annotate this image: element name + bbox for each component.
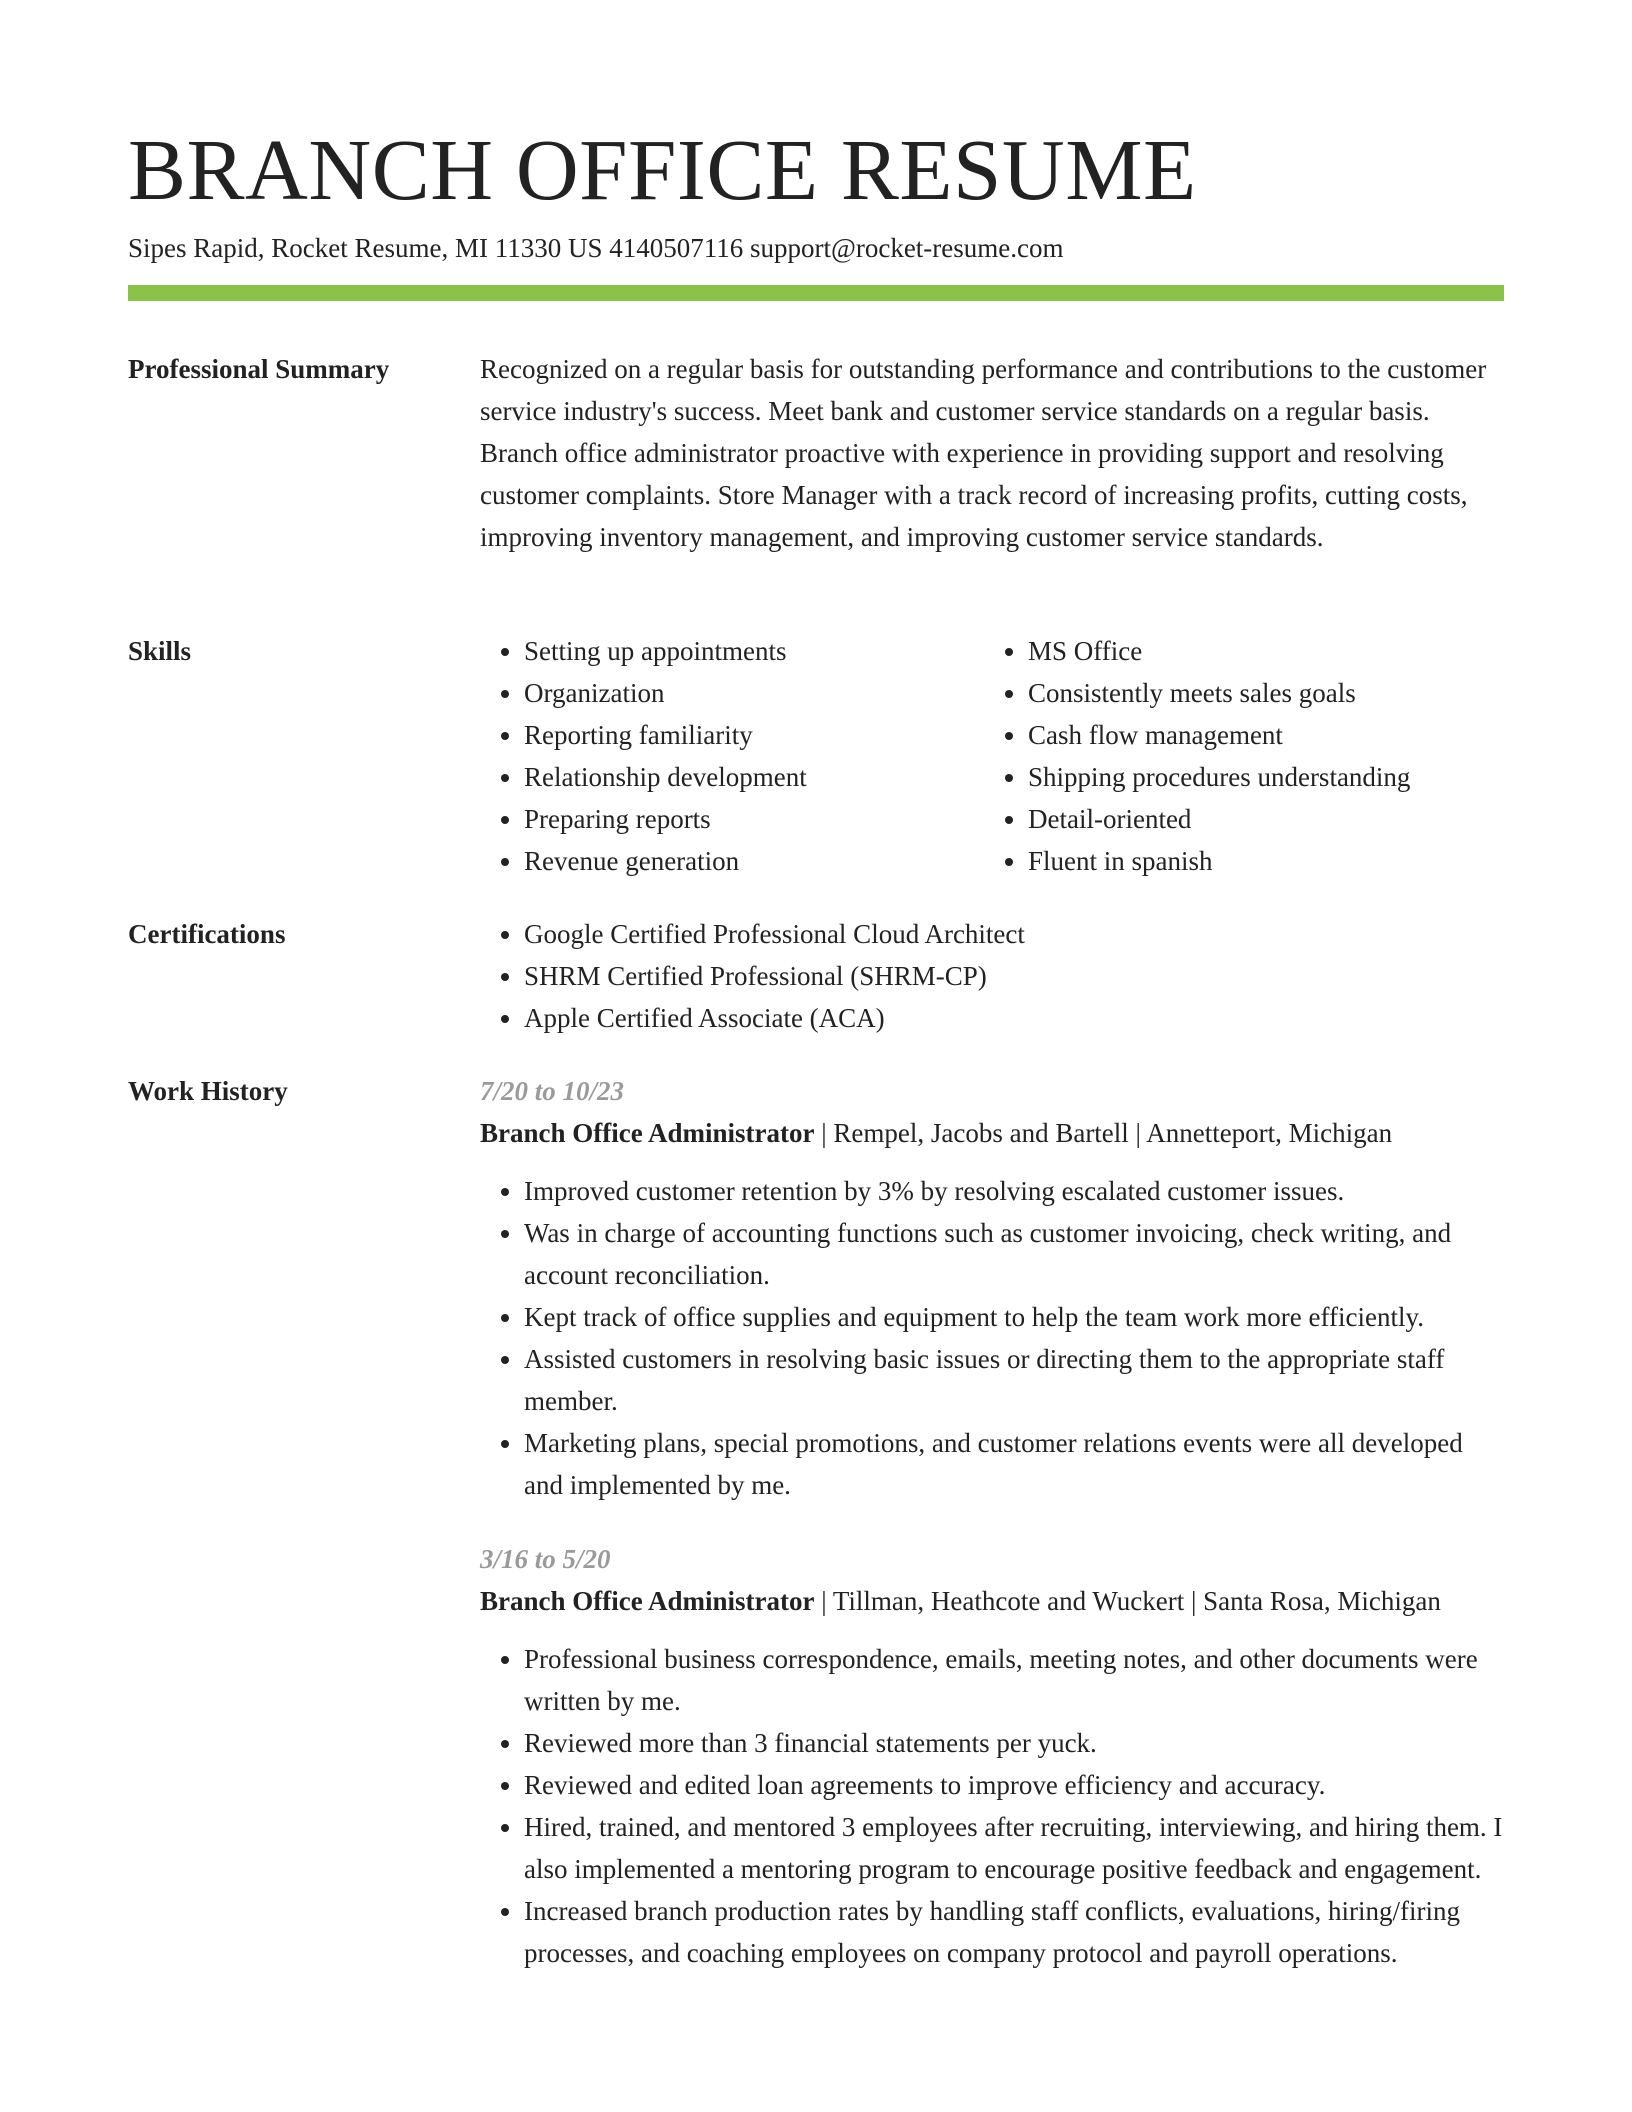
summary-body xyxy=(480,348,1504,558)
skill-item: • MS Office xyxy=(1028,630,1488,672)
job-company-location: | Rempel, Jacobs and Bartell | Annetteport, Michigan xyxy=(814,1118,1393,1148)
job-bullet: • Reviewed and edited loan agreements to improve efficiency and accuracy. xyxy=(524,1764,1504,1806)
summary-text: Recognized on a regular basis for outstanding performance and contributions to the customer service industry's success. Meet bank and customer service standards on a regular basis. Branch office administrator proactive with experience in providing support and resolving customer complaints. Store Manager with a track record of increasing profits, cutting costs, improving inventory management, and improving customer service standards. xyxy=(480,354,1487,552)
job-bullet: • Increased branch production rates by handling staff conflicts, evaluations, hiring/firing processes, and coaching employees on company protocol and payroll operations. xyxy=(524,1890,1504,1974)
job-bullet: • Improved customer retention by 3% by resolving escalated customer issues. xyxy=(524,1170,1504,1212)
job-bullet: • Marketing plans, special promotions, and customer relations events were all developed and implemented by me. xyxy=(524,1422,1504,1506)
job-bullet: • Kept track of office supplies and equipment to help the team work more efficiently. xyxy=(524,1296,1504,1338)
accent-divider xyxy=(128,285,1504,301)
job-bullet: • Assisted customers in resolving basic issues or directing them to the appropriate staff member. xyxy=(524,1338,1504,1422)
skill-item: • Detail-oriented xyxy=(1028,798,1488,840)
job-dates: 7/20 to 10/23 xyxy=(480,1076,625,1106)
skill-item: • Consistently meets sales goals xyxy=(1028,672,1488,714)
skill-item: • Shipping procedures understanding xyxy=(1028,756,1488,798)
skill-item: • Fluent in spanish xyxy=(1028,840,1488,882)
skill-item: • Reporting familiarity xyxy=(524,714,984,756)
skill-item: • Relationship development xyxy=(524,756,984,798)
certifications-body xyxy=(480,913,1504,1039)
skill-item: • Preparing reports xyxy=(524,798,984,840)
certification-item: • SHRM Certified Professional (SHRM-CP) xyxy=(524,955,1504,997)
skills-column-right xyxy=(984,630,1488,882)
contact-line: Sipes Rapid, Rocket Resume, MI 11330 US 4140507116 support@rocket-resume.com xyxy=(128,233,1064,263)
skill-item: • Revenue generation xyxy=(524,840,984,882)
skill-item: • Cash flow management xyxy=(1028,714,1488,756)
job-entry xyxy=(480,1538,1504,1974)
certification-item: • Google Certified Professional Cloud Architect xyxy=(524,913,1504,955)
job-bullet: • Hired, trained, and mentored 3 employees after recruiting, interviewing, and hiring them. I also implemented a mentoring program to encourage positive feedback and engagement. xyxy=(524,1806,1504,1890)
section-title-skills: Skills xyxy=(128,636,192,666)
job-title-line xyxy=(480,1580,1504,1622)
job-title: Branch Office Administrator xyxy=(480,1586,815,1616)
job-entry xyxy=(480,1070,1504,1506)
section-title-work-history: Work History xyxy=(128,1076,288,1106)
job-bullet: • Reviewed more than 3 financial statements per yuck. xyxy=(524,1722,1504,1764)
job-company-location: | Tillman, Heathcote and Wuckert | Santa Rosa, Michigan xyxy=(814,1586,1441,1616)
skill-item: • Setting up appointments xyxy=(524,630,984,672)
resume-name: BRANCH OFFICE RESUME xyxy=(128,121,1197,218)
skills-column-left xyxy=(480,630,984,882)
job-bullet: • Professional business correspondence, emails, meeting notes, and other documents were written by me. xyxy=(524,1638,1504,1722)
skills-body xyxy=(480,630,1504,882)
section-title-certifications: Certifications xyxy=(128,919,286,949)
section-title-summary: Professional Summary xyxy=(128,354,390,384)
job-title: Branch Office Administrator xyxy=(480,1118,815,1148)
job-title-line xyxy=(480,1112,1504,1154)
job-dates: 3/16 to 5/20 xyxy=(480,1544,611,1574)
work-history-body xyxy=(480,1070,1504,2006)
skill-item: • Organization xyxy=(524,672,984,714)
job-bullet: • Was in charge of accounting functions such as customer invoicing, check writing, and account reconciliation. xyxy=(524,1212,1504,1296)
certification-item: • Apple Certified Associate (ACA) xyxy=(524,997,1504,1039)
